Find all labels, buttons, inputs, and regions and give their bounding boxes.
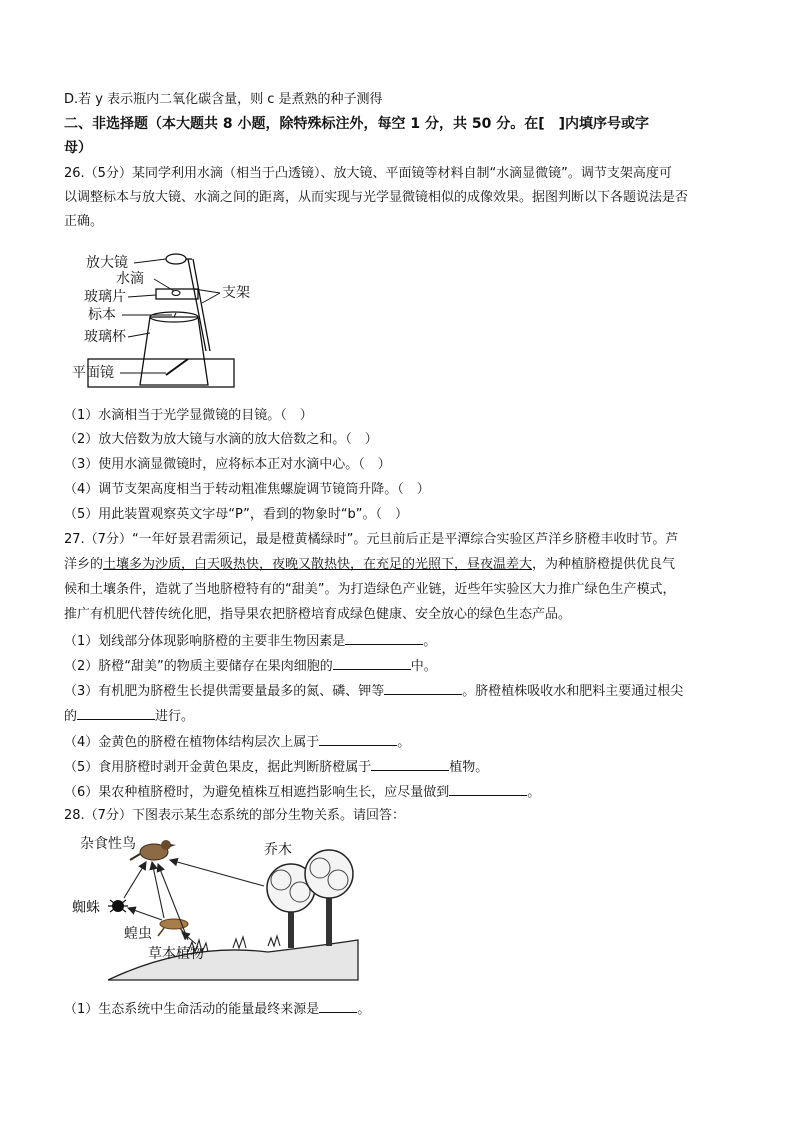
answer-blank[interactable] (77, 707, 155, 720)
arrow-tree-to-bird (170, 860, 264, 886)
label-specimen: 标本 (88, 307, 116, 323)
label-magnifier: 放大镜 (86, 255, 128, 271)
answer-blank[interactable] (333, 657, 411, 670)
q26-item-1: （1）水滴相当于光学显微镜的目镜。（ ） (64, 408, 313, 423)
q26-intro-line3: 正确。 (64, 214, 104, 229)
q27-intro-line3: 候和土壤条件，造就了当地脐橙特有的“甜美”。为打造绿色产业链，近些年实验区大力推广绿色生产模式， (64, 582, 676, 597)
spider-shape (108, 900, 128, 912)
arrow-grass-to-locust (182, 932, 196, 944)
water-drop-shape (172, 291, 180, 296)
q27-intro-line1: 27.（7分）“一年好景君需须记，最是橙黄橘绿时”。元旦前后正是平潭综合实验区芦洋乡脐橙丰收时节。芦 (64, 532, 679, 547)
q26-item-4: （4）调节支架高度相当于转动粗准焦螺旋调节镜筒升降。（ ） (64, 482, 430, 497)
tree-shape (267, 850, 353, 948)
ground-shape (108, 940, 358, 980)
arrow-locust-to-bird (152, 862, 164, 918)
answer-blank[interactable] (449, 783, 527, 796)
label-bird: 杂食性鸟 (80, 836, 136, 852)
label-cup: 玻璃杯 (84, 329, 126, 345)
q28-question-1: （1）生态系统中生命活动的能量最终来源是 。 (64, 1002, 371, 1017)
magnifier-shape (166, 254, 186, 264)
water-drop-microscope-figure (70, 245, 270, 395)
glass-cup-shape (140, 317, 208, 385)
q27-intro-line4: 推广有机肥代替传统化肥，指导果农把脐橙培育成绿色健康、安全放心的绿色生态产品。 (64, 607, 572, 622)
q27-question-5: （5）食用脐橙时剥开金黄色果皮，据此判断脐橙属于 植物。 (64, 760, 489, 775)
stand-pole-shape (188, 259, 206, 351)
mirror-line-shape (166, 359, 188, 375)
label-mirror: 平面镜 (72, 365, 114, 381)
q27-question-3: （3）有机肥为脐橙生长提供需要量最多的氮、磷、钾等 。脐橙植株吸收水和肥料主要通过根尖 (64, 684, 684, 699)
q27-intro-line2: 洋乡的土壤多为沙质，白天吸热快，夜晚又散热快，在充足的光照下，昼夜温差大，为种植脐橙提供优良气 (64, 557, 676, 572)
arrow-locust-to-spider (128, 908, 162, 920)
q28-intro: 28.（7分）下图表示某生态系统的部分生物关系。请回答： (64, 808, 405, 823)
section-heading-line2: 母） (64, 140, 92, 156)
label-slide: 玻璃片 (84, 289, 126, 305)
q27-question-2: （2）脐橙“甜美”的物质主要储存在果肉细胞的 中。 (64, 659, 437, 674)
q27-question-1: （1）划线部分体现影响脐橙的主要非生物因素是 。 (64, 634, 437, 649)
arrow-spider-to-bird (124, 862, 146, 898)
section-heading-line1: 二、非选择题（本大题共 8 小题，除特殊标注外，每空 1 分，共 50 分。在[ ]内填序号或字 (64, 116, 650, 132)
bird-shape (130, 840, 176, 860)
q27-question-6: （6）果农种植脐橙时，为避免植株互相遮挡影响生长，应尽量做到 。 (64, 785, 541, 800)
food-web-figure (68, 830, 368, 988)
answer-blank[interactable] (345, 632, 423, 645)
label-spider: 蜘蛛 (72, 900, 100, 916)
option-d-text: D.若 y 表示瓶内二氧化碳含量，则 c 是煮熟的种子测得 (64, 92, 383, 107)
answer-blank[interactable] (319, 1000, 357, 1013)
q26-item-3: （3）使用水滴显微镜时，应将标本正对水滴中心。（ ） (64, 457, 391, 472)
q26-intro-line2: 以调整标本与放大镜、水滴之间的距离，从而实现与光学显微镜相似的成像效果。据图判断以下各题说法是否 (64, 190, 689, 205)
label-stand: 支架 (222, 285, 250, 301)
q27-question-4: （4）金黄色的脐橙在植物体结构层次上属于 。 (64, 735, 411, 750)
underlined-phrase: 土壤多为沙质，白天吸热快，夜晚又散热快，在充足的光照下，昼夜温差大 (103, 557, 533, 572)
label-droplet: 水滴 (116, 271, 144, 287)
q26-intro-line1: 26.（5分）某同学利用水滴（相当于凸透镜）、放大镜、平面镜等材料自制“水滴显微镜”。调节支架高度可 (64, 166, 672, 181)
label-grass: 草本植物 (148, 946, 204, 962)
answer-blank[interactable] (384, 682, 462, 695)
q26-item-2: （2）放大倍数为放大镜与水滴的放大倍数之和。（ ） (64, 432, 378, 447)
q26-item-5: （5）用此装置观察英文字母“P”，看到的物象时“b”。（ ） (64, 507, 409, 522)
label-tree: 乔木 (264, 842, 292, 858)
answer-blank[interactable] (319, 733, 397, 746)
label-locust: 蝗虫 (124, 926, 152, 942)
q27-question-3-cont: 的 进行。 (64, 709, 195, 724)
answer-blank[interactable] (371, 758, 449, 771)
